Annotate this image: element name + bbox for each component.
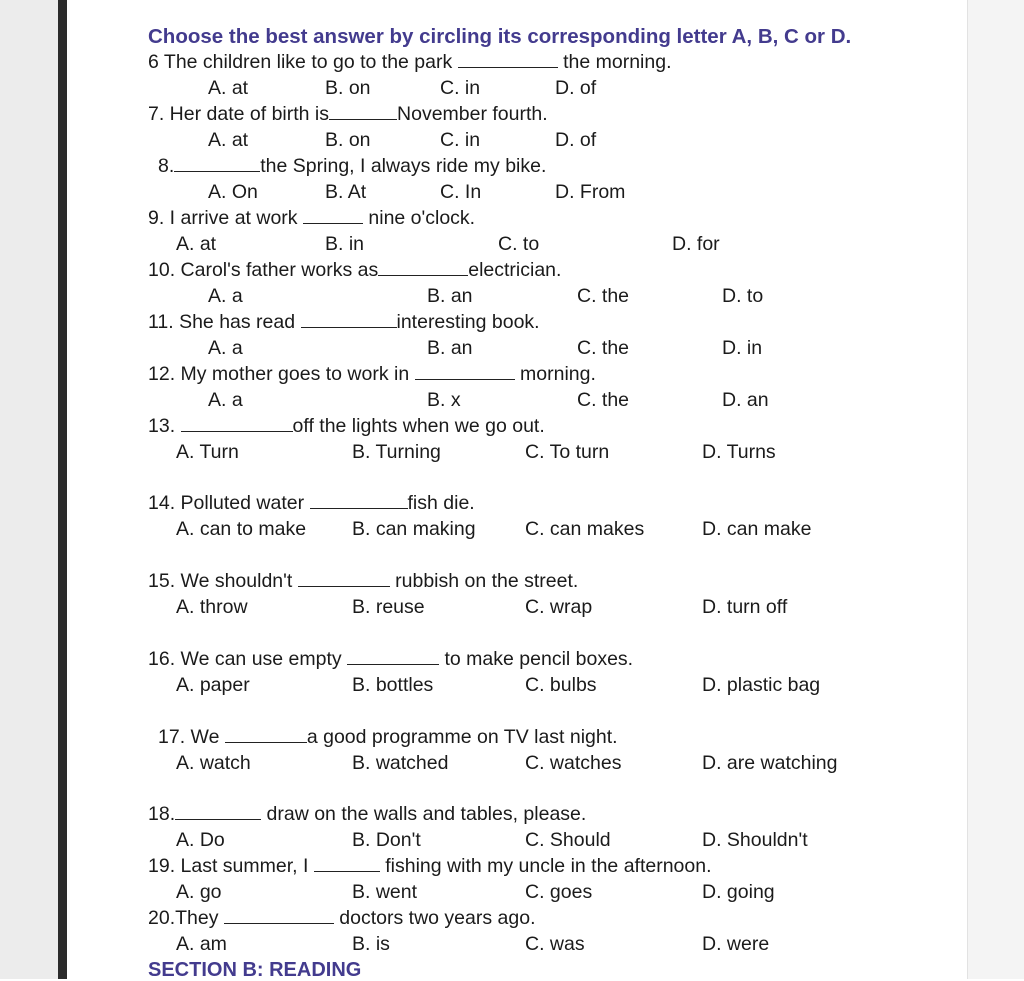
option-d: D. going [702, 881, 775, 903]
option-c: C. In [440, 181, 482, 203]
option-d: D. turn off [702, 596, 788, 618]
question-8: 8. the Spring, I always ride my bike. [158, 155, 547, 177]
answer-blank [310, 494, 408, 509]
option-b: B. went [352, 881, 418, 903]
question-12: 12. My mother goes to work in morning. [148, 363, 596, 385]
option-a: A. throw [176, 596, 248, 618]
option-c: C. the [577, 389, 630, 411]
answer-blank [415, 365, 515, 380]
option-b: B. x [427, 389, 461, 411]
question-19: 19. Last summer, I fishing with my uncle in the afternoon. [148, 855, 712, 877]
option-b: B. Turning [352, 441, 441, 463]
question-9: 9. I arrive at work nine o'clock. [148, 207, 476, 229]
option-c: C. watches [525, 752, 622, 774]
option-c: C. the [577, 337, 630, 359]
question-18: 18. draw on the walls and tables, please. [148, 803, 587, 825]
question-6: 6 The children like to go to the park the morning. [148, 51, 672, 73]
option-d: D. can make [702, 518, 812, 540]
option-a: A. a [208, 389, 243, 411]
answer-blank [329, 105, 397, 120]
option-b: B. an [427, 285, 473, 307]
option-c: C. bulbs [525, 674, 597, 696]
option-b: B. can making [352, 518, 476, 540]
option-a: A. Turn [176, 441, 239, 463]
option-d: D. are watching [702, 752, 838, 774]
answer-blank [224, 909, 334, 924]
question-16: 16. We can use empty to make pencil boxes. [148, 648, 634, 670]
option-a: A. watch [176, 752, 251, 774]
option-b: B. in [325, 233, 365, 255]
question-13: 13. off the lights when we go out. [148, 415, 545, 437]
question-17: 17. We a good programme on TV last night. [158, 726, 618, 748]
option-b: B. At [325, 181, 367, 203]
answer-blank [301, 313, 397, 328]
option-c: C. can makes [525, 518, 645, 540]
option-a: A. Do [176, 829, 225, 851]
option-c: C. to [498, 233, 540, 255]
option-c: C. Should [525, 829, 611, 851]
option-a: A. a [208, 337, 243, 359]
question-7: 7. Her date of birth is November fourth. [148, 103, 548, 125]
option-b: B. an [427, 337, 473, 359]
answer-blank [347, 650, 439, 665]
option-a: A. at [208, 77, 249, 99]
answer-blank [314, 857, 380, 872]
option-c: C. goes [525, 881, 593, 903]
question-20: 20.They doctors two years ago. [148, 907, 536, 929]
section-b-heading: SECTION B: READING [148, 959, 362, 981]
option-c: C. in [440, 77, 481, 99]
answer-blank [378, 261, 468, 276]
option-a: A. paper [176, 674, 250, 696]
option-a: A. am [176, 933, 227, 955]
question-15: 15. We shouldn't rubbish on the street. [148, 570, 579, 592]
option-b: B. bottles [352, 674, 434, 696]
left-margin [0, 0, 60, 979]
answer-blank [298, 572, 390, 587]
option-d: D. to [722, 285, 764, 307]
option-c: C. the [577, 285, 630, 307]
option-b: B. on [325, 77, 371, 99]
left-border-bar [58, 0, 67, 979]
option-b: B. reuse [352, 596, 425, 618]
answer-blank [225, 728, 307, 743]
option-a: A. at [176, 233, 217, 255]
answer-blank [303, 209, 363, 224]
question-14: 14. Polluted water fish die. [148, 492, 475, 514]
answer-blank [174, 157, 260, 172]
option-d: D. of [555, 77, 597, 99]
option-d: D. for [672, 233, 720, 255]
question-11: 11. She has read interesting book. [148, 311, 540, 333]
option-a: A. a [208, 285, 243, 307]
option-d: D. of [555, 129, 597, 151]
answer-blank [175, 805, 261, 820]
answer-blank [458, 53, 558, 68]
option-d: D. in [722, 337, 763, 359]
instructions-heading: Choose the best answer by circling its corresponding letter A, B, C or D. [148, 25, 852, 48]
option-a: A. at [208, 129, 249, 151]
option-d: D. Turns [702, 441, 776, 463]
option-d: D. Shouldn't [702, 829, 808, 851]
option-d: D. From [555, 181, 626, 203]
right-margin [967, 0, 1024, 979]
option-a: A. can to make [176, 518, 307, 540]
option-c: C. To turn [525, 441, 610, 463]
answer-blank [181, 417, 293, 432]
option-c: C. wrap [525, 596, 593, 618]
option-c: C. was [525, 933, 585, 955]
option-d: D. an [722, 389, 769, 411]
option-c: C. in [440, 129, 481, 151]
option-b: B. Don't [352, 829, 421, 851]
option-b: B. is [352, 933, 390, 955]
option-a: A. go [176, 881, 222, 903]
option-d: D. plastic bag [702, 674, 821, 696]
question-10: 10. Carol's father works as electrician. [148, 259, 562, 281]
option-a: A. On [208, 181, 258, 203]
option-d: D. were [702, 933, 770, 955]
option-b: B. watched [352, 752, 449, 774]
option-b: B. on [325, 129, 371, 151]
